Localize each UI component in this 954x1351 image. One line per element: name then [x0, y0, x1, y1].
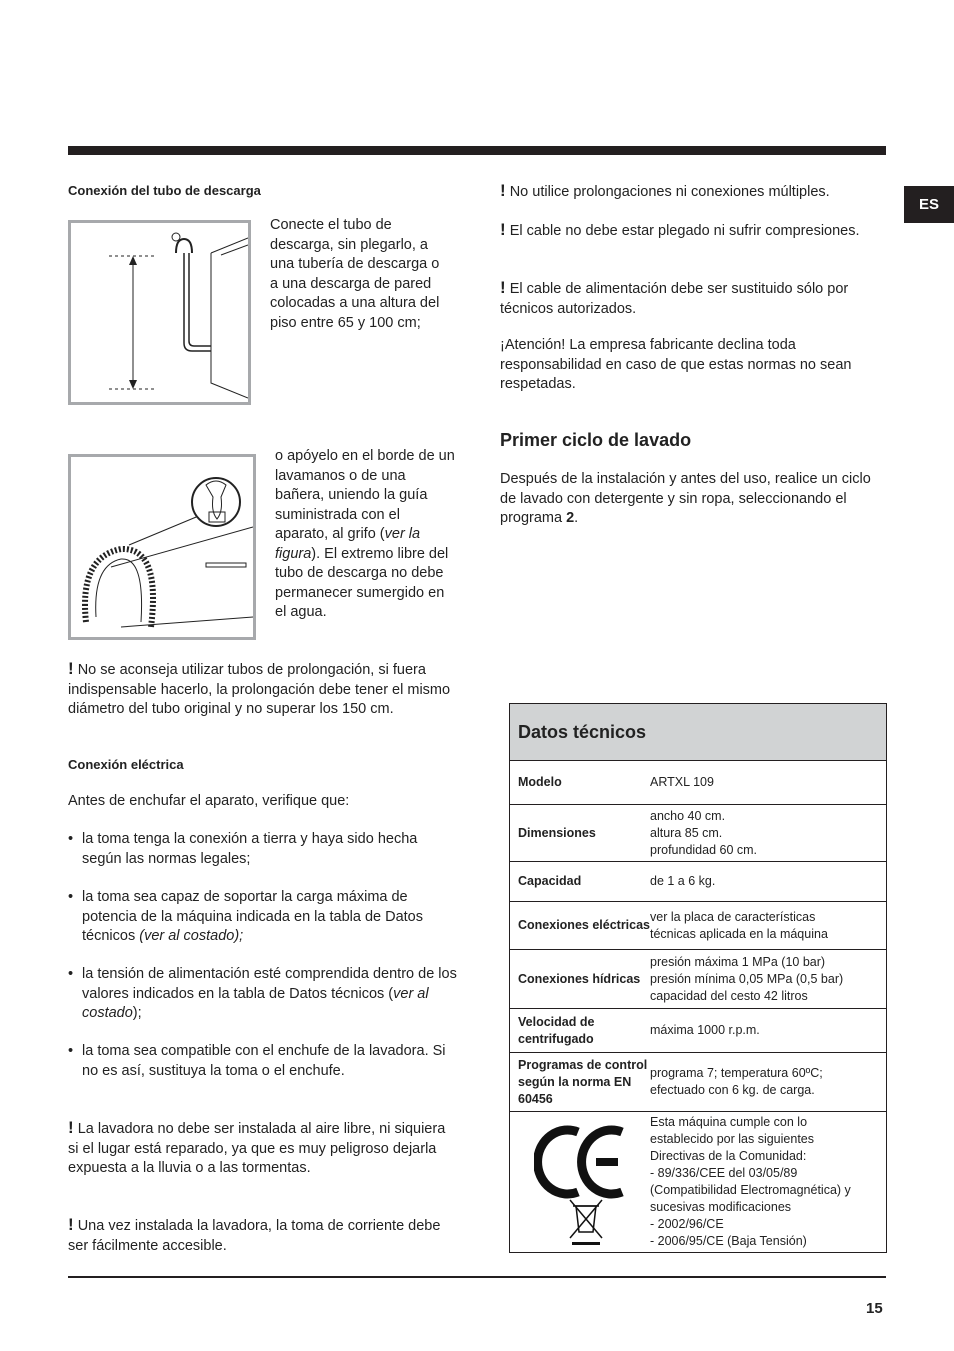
value-line: - 2006/95/CE (Baja Tensión)	[650, 1234, 807, 1248]
value-line: presión mínima 0,05 MPa (0,5 bar)	[650, 971, 844, 986]
warning-icon: !	[68, 1215, 74, 1234]
row-key: Capacidad	[518, 874, 582, 888]
page-number: 15	[866, 1300, 883, 1317]
warning-text: El cable no debe estar plegado ni sufrir compresiones.	[509, 223, 860, 239]
warning-text: No se aconseja utilizar tubos de prolongación, si fuera indispensable hacerlo, la prolongación debe tener el mismo diámetro del tubo original y no superar los 150 cm.	[68, 662, 451, 717]
row-value	[650, 1053, 886, 1111]
warning-text: La lavadora no debe ser instalada al aire libre, ni siquiera si el lugar está reparado, ya que es muy peligroso dejarla expuesta a la lluvia o a las tormentas.	[68, 1121, 446, 1176]
drain-pipe-figure	[68, 220, 251, 405]
drain-instructions-1: Conecte el tubo de descarga, sin plegarlo, a una tubería de descarga o a una descarga de pared colocadas a una altura del piso entre 65 y 100 cm;	[270, 217, 440, 331]
value-line: sucesivas modificaciones	[650, 1200, 792, 1214]
row-key: Programas de control según la norma EN 60456	[518, 1057, 648, 1106]
sink-drain-illustration	[71, 457, 253, 637]
heading-drain-connection: Conexión del tubo de descarga	[68, 183, 261, 198]
warning-icon: !	[68, 659, 74, 678]
electric-intro: Antes de enchufar el aparato, verifique que:	[68, 793, 350, 809]
sink-drain-figure	[68, 454, 256, 640]
warning-text: Una vez instalada la lavadora, la toma de corriente debe ser fácilmente accesible.	[68, 1218, 441, 1254]
row-key: Modelo	[518, 775, 562, 789]
row-key: Conexiones eléctricas	[518, 918, 651, 932]
row-key: Dimensiones	[518, 825, 596, 840]
language-tab: ES	[904, 186, 954, 223]
value-line: - 2002/96/CE	[650, 1217, 724, 1231]
value-line: profundidad 60 cm.	[650, 842, 758, 857]
compliance-marks	[510, 1112, 650, 1252]
value-line: (Compatibilidad Electromagnética) y	[650, 1183, 851, 1197]
bullet-text: la toma sea capaz de soportar la carga máxima de potencia de la máquina indicada en la tabla de Datos técnicos	[82, 889, 423, 944]
table-row	[510, 950, 886, 1009]
row-value	[650, 902, 886, 949]
row-value	[650, 1009, 886, 1052]
ce-mark-and-weee-icon	[534, 1120, 634, 1245]
warning-outdoor	[68, 1118, 458, 1179]
table-row	[510, 862, 886, 902]
value-line: técnicas aplicada en la máquina	[650, 926, 828, 941]
warning-text: El cable de alimentación debe ser sustituido sólo por técnicos autorizados.	[500, 281, 849, 317]
value-line: ARTXL 109	[650, 775, 714, 789]
value-line: Esta máquina cumple con lo	[650, 1115, 808, 1129]
list-item	[68, 965, 458, 1024]
attention-notice: ¡Atención! La empresa fabricante declina toda responsabilidad en caso de que estas normas no sean respetadas.	[500, 337, 852, 392]
value-line: Directivas de la Comunidad:	[650, 1149, 807, 1163]
list-item: • la toma sea compatible con el enchufe de la lavadora. Si no es así, sustituya la toma o el enchufe.	[68, 1042, 458, 1081]
table-row	[510, 1053, 886, 1112]
warning-icon: !	[500, 278, 506, 297]
warning-extension	[68, 659, 458, 720]
value-line: presión máxima 1 MPa (10 bar)	[650, 954, 826, 969]
table-row	[510, 761, 886, 805]
value-line: de 1 a 6 kg.	[650, 874, 716, 888]
list-item	[68, 888, 458, 947]
heading-first-cycle: Primer ciclo de lavado	[500, 430, 692, 450]
warning-icon: !	[500, 220, 506, 239]
warning-socket	[68, 1215, 458, 1256]
row-key: Conexiones hídricas	[518, 971, 641, 986]
value-line: ancho 40 cm.	[650, 808, 726, 823]
value-line: máxima 1000 r.p.m.	[650, 1023, 760, 1037]
drain-pipe-illustration	[71, 223, 248, 402]
warning-icon: !	[500, 181, 506, 200]
table-row	[510, 1009, 886, 1053]
first-cycle-part: .	[574, 510, 579, 526]
warning-cable-replace	[500, 278, 886, 319]
tech-data-table	[509, 703, 887, 1253]
value-line: capacidad del cesto 42 litros	[650, 988, 808, 1003]
value-line: - 89/336/CEE del 03/05/89	[650, 1166, 798, 1180]
top-rule	[68, 146, 886, 155]
list-item: • la toma tenga la conexión a tierra y haya sido hecha según las normas legales;	[68, 830, 458, 869]
table-row	[510, 902, 886, 950]
value-line: ver la placa de características	[650, 909, 816, 924]
row-value	[650, 805, 886, 861]
value-line: efectuado con 6 kg. de carga.	[650, 1083, 815, 1097]
bullet-ref: ver al costado	[82, 985, 429, 1021]
table-row-compliance	[510, 1112, 886, 1252]
first-cycle-part: Después de la instalación y antes del uso, realice un ciclo de lavado con detergente y sin ropa, seleccionando el programa	[500, 471, 871, 526]
drain-figure-ref: ver la figura	[275, 526, 421, 562]
warning-text: No utilice prolongaciones ni conexiones múltiples.	[509, 184, 830, 200]
first-cycle-text	[500, 470, 886, 529]
compliance-text	[650, 1112, 886, 1252]
row-value	[650, 950, 886, 1008]
drain-text-part: ). El extremo libre del tubo de descarga no debe permanecer sumergido en el agua.	[275, 545, 449, 620]
warning-cable-bent	[500, 220, 886, 242]
warning-icon: !	[68, 1118, 74, 1137]
drain-text-part: o apóyelo en el borde de un lavamanos o de una bañera, uniendo la guía suministrada con el aparato, al grifo (	[275, 448, 455, 542]
warning-no-extensions	[500, 181, 886, 203]
row-value	[650, 761, 886, 804]
table-row	[510, 805, 886, 862]
row-key: Velocidad de centrifugado	[518, 1014, 595, 1046]
value-line: altura 85 cm.	[650, 825, 723, 840]
bullet-text: );	[132, 1005, 142, 1021]
heading-electric-connection: Conexión eléctrica	[68, 757, 184, 772]
value-line: establecido por las siguientes	[650, 1132, 814, 1146]
value-line: programa 7; temperatura 60ºC;	[650, 1066, 823, 1080]
bottom-rule	[68, 1276, 886, 1278]
drain-instructions-2	[275, 447, 457, 623]
row-value	[650, 862, 886, 901]
bullet-ref: (ver al costado);	[139, 928, 244, 944]
program-number: 2	[566, 510, 575, 526]
bullet-text: la tensión de alimentación esté comprendida dentro de los valores indicados en la tabla de Datos técnicos (	[82, 966, 457, 1002]
tech-table-title: Datos técnicos	[510, 704, 886, 761]
